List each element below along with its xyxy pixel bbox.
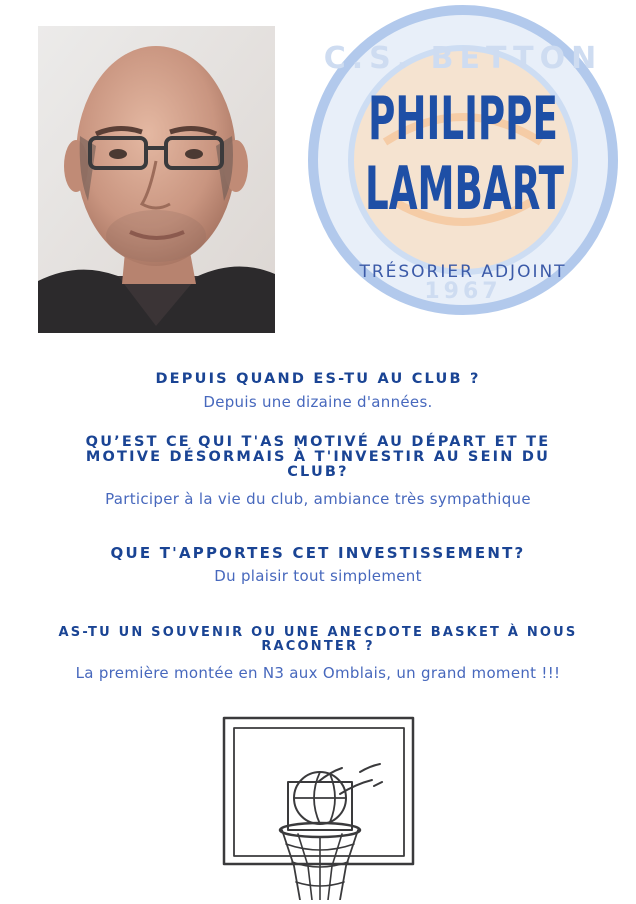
question-line: AS-TU UN SOUVENIR OU UNE ANECDOTE BASKET À NOUS (58, 625, 578, 640)
interview-item (20, 372, 616, 411)
interview-item (20, 435, 616, 508)
question-line: MOTIVE DÉSORMAIS À T'INVESTIR AU SEIN DU (85, 449, 551, 465)
basketball-hoop-icon (222, 716, 417, 900)
interview-item (20, 546, 616, 585)
interview-item (20, 626, 616, 682)
answer: Depuis une dizaine d'années. (203, 393, 433, 411)
last-name: LAMBART (365, 154, 565, 224)
question: DEPUIS QUAND ES-TU AU CLUB ? (155, 371, 481, 387)
answer: Du plaisir tout simplement (214, 567, 422, 585)
answer: Participer à la vie du club, ambiance très sympathique (105, 490, 531, 508)
logo-top-text: C.S. BETTON (323, 41, 603, 76)
answer: La première montée en N3 aux Omblais, un grand moment !!! (75, 664, 561, 682)
question: QUE T'APPORTES CET INVESTISSEMENT? (110, 544, 526, 562)
portrait-photo (38, 26, 275, 333)
question-line: CLUB? (287, 464, 349, 480)
question-line: RACONTER ? (261, 639, 375, 654)
question-line: QU’EST CE QUI T'AS MOTIVÉ AU DÉPART ET TE (85, 434, 551, 450)
first-name: PHILIPPE (368, 84, 558, 154)
role-title: TRÉSORIER ADJOINT (359, 262, 567, 282)
logo-year: 1967 (424, 279, 502, 304)
